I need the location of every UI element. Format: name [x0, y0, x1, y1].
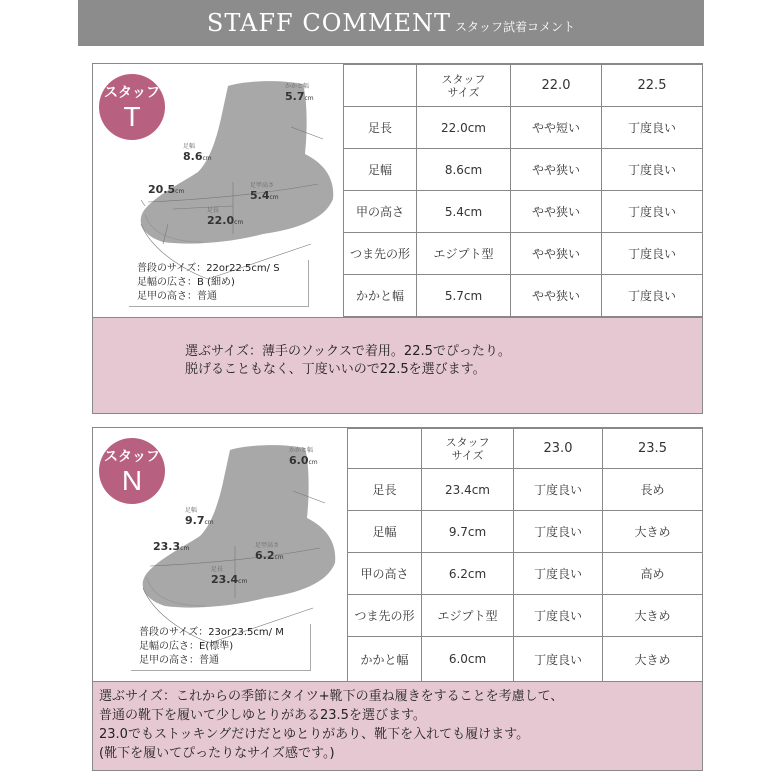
- fit-b: 丁度良い: [602, 107, 703, 149]
- staff-value: 5.7cm: [417, 275, 511, 317]
- ball-unit: cm: [175, 188, 185, 195]
- header-size-b: 23.5: [603, 429, 703, 469]
- length-measure: [211, 564, 247, 586]
- staff-value: 6.0cm: [422, 637, 514, 682]
- fit-b: 高め: [603, 553, 703, 595]
- comment-line: (靴下を履いてぴったりなサイズ感です。): [99, 746, 335, 761]
- staff-value: 5.4cm: [417, 191, 511, 233]
- comment-line: 脱げることもなく、丁度いいので22.5を選びます。: [185, 362, 486, 377]
- staff-value: 9.7cm: [422, 511, 514, 553]
- length-unit: cm: [238, 578, 248, 585]
- row-label: 足幅: [348, 511, 422, 553]
- staff-n-comment: [93, 681, 702, 770]
- staff-value: 6.2cm: [422, 553, 514, 595]
- ball-value: 23.3: [153, 540, 181, 553]
- table-row: [344, 107, 703, 149]
- badge-label: スタッフ: [104, 85, 160, 101]
- width-value: 9.7: [185, 514, 205, 527]
- heel-value: 5.7: [285, 90, 305, 103]
- table-row: [348, 637, 703, 682]
- row-label: 足幅: [344, 149, 417, 191]
- staff-t-size-table: [343, 64, 703, 317]
- header-size-a: 22.0: [511, 65, 602, 107]
- fit-b: 丁度良い: [602, 233, 703, 275]
- staff-value: エジプト型: [417, 233, 511, 275]
- staff-value: 23.4cm: [422, 469, 514, 511]
- length-value: 22.0: [207, 214, 235, 227]
- staff-profile: [131, 624, 311, 671]
- staff-t-badge: [99, 74, 165, 140]
- badge-letter: N: [121, 465, 143, 496]
- staff-n-badge: [99, 438, 165, 504]
- fit-b: 大きめ: [603, 637, 703, 682]
- fit-b: 大きめ: [603, 595, 703, 637]
- header-staff-size: スタッフ サイズ: [422, 429, 514, 469]
- staff-t-panel: [92, 63, 703, 414]
- fit-a: 丁度良い: [514, 469, 603, 511]
- fit-a: 丁度良い: [514, 595, 603, 637]
- length-label: 足長: [211, 566, 224, 573]
- staff-t-comment: [93, 317, 702, 413]
- fit-b: 長め: [603, 469, 703, 511]
- header-size-a: 23.0: [514, 429, 603, 469]
- fit-a: 丁度良い: [514, 553, 603, 595]
- table-row: [344, 275, 703, 317]
- instep-label: 足甲高さ: [250, 182, 275, 189]
- header-size-b: 22.5: [602, 65, 703, 107]
- table-header-row: [344, 65, 703, 107]
- table-row: [348, 553, 703, 595]
- profile-usual-size: 普段のサイズ：22or22.5cm/ S: [137, 263, 280, 274]
- instep-measure: [255, 540, 284, 562]
- staff-n-size-table: [347, 428, 703, 682]
- fit-a: 丁度良い: [514, 511, 603, 553]
- table-row: [348, 469, 703, 511]
- staff-value: 22.0cm: [417, 107, 511, 149]
- ball-measure: [153, 540, 189, 553]
- fit-b: 丁度良い: [602, 275, 703, 317]
- comment-line: 選ぶサイズ：これからの季節にタイツ+靴下の重ね履きをすることを考慮して、: [99, 689, 564, 704]
- instep-measure: [250, 180, 279, 202]
- ball-value: 20.5: [148, 183, 176, 196]
- fit-a: やや狭い: [511, 275, 602, 317]
- row-label: つま先の形: [344, 233, 417, 275]
- width-measure: [185, 505, 214, 527]
- profile-foot-width: 足幅の広さ：E(標準): [139, 641, 234, 652]
- fit-a: やや狭い: [511, 191, 602, 233]
- instep-unit: cm: [269, 194, 279, 201]
- heel-unit: cm: [308, 459, 318, 466]
- profile-instep-height: 足甲の高さ：普通: [139, 655, 219, 666]
- table-row: [348, 595, 703, 637]
- heel-measure: [289, 445, 318, 467]
- row-label: かかと幅: [348, 637, 422, 682]
- instep-unit: cm: [274, 554, 284, 561]
- heel-measure: [285, 81, 314, 103]
- heel-label: かかと幅: [285, 83, 310, 90]
- instep-value: 6.2: [255, 549, 275, 562]
- fit-b: 丁度良い: [602, 149, 703, 191]
- row-label: 甲の高さ: [348, 553, 422, 595]
- length-unit: cm: [234, 219, 244, 226]
- foot-illustration: [93, 64, 344, 317]
- staff-profile: [129, 260, 309, 307]
- profile-foot-width: 足幅の広さ：B (細め): [137, 277, 235, 288]
- badge-letter: T: [123, 101, 141, 132]
- row-label: かかと幅: [344, 275, 417, 317]
- length-measure: [207, 205, 243, 227]
- heel-unit: cm: [304, 95, 314, 102]
- comment-line: 23.0でもストッキングだけだとゆとりがあり、靴下を入れても履けます。: [99, 727, 530, 742]
- ball-measure: [148, 183, 184, 196]
- table-row: [344, 191, 703, 233]
- heel-value: 6.0: [289, 454, 309, 467]
- heel-label: かかと幅: [289, 447, 314, 454]
- instep-value: 5.4: [250, 189, 270, 202]
- staff-value: 8.6cm: [417, 149, 511, 191]
- table-row: [344, 233, 703, 275]
- profile-usual-size: 普段のサイズ：23or23.5cm/ M: [139, 627, 284, 638]
- profile-instep-height: 足甲の高さ：普通: [137, 291, 217, 302]
- width-value: 8.6: [183, 150, 203, 163]
- instep-label: 足甲高さ: [255, 542, 280, 549]
- length-label: 足長: [207, 207, 220, 214]
- width-unit: cm: [204, 519, 214, 526]
- table-row: [344, 149, 703, 191]
- fit-a: やや短い: [511, 107, 602, 149]
- fit-a: 丁度良い: [514, 637, 603, 682]
- row-label: 甲の高さ: [344, 191, 417, 233]
- foot-illustration: [93, 428, 348, 681]
- header-staff-size: スタッフ サイズ: [417, 65, 511, 107]
- badge-label: スタッフ: [104, 449, 160, 465]
- staff-n-panel: [92, 427, 703, 771]
- width-label: 足幅: [183, 143, 196, 150]
- row-label: 足長: [348, 469, 422, 511]
- header-title-ja: スタッフ試着コメント: [455, 19, 576, 34]
- header-title-en: STAFF COMMENT: [206, 9, 452, 37]
- table-corner: [348, 429, 422, 469]
- width-unit: cm: [202, 155, 212, 162]
- table-corner: [344, 65, 417, 107]
- fit-b: 丁度良い: [602, 191, 703, 233]
- width-measure: [183, 141, 212, 163]
- fit-a: やや狭い: [511, 233, 602, 275]
- row-label: 足長: [344, 107, 417, 149]
- comment-line: 選ぶサイズ：薄手のソックスで着用。22.5でぴったり。: [185, 344, 511, 359]
- table-header-row: [348, 429, 703, 469]
- ball-unit: cm: [180, 545, 190, 552]
- staff-value: エジプト型: [422, 595, 514, 637]
- row-label: つま先の形: [348, 595, 422, 637]
- fit-b: 大きめ: [603, 511, 703, 553]
- comment-line: 普通の靴下を履いて少しゆとりがある23.5を選びます。: [99, 708, 426, 723]
- length-value: 23.4: [211, 573, 239, 586]
- table-row: [348, 511, 703, 553]
- section-header: [78, 0, 704, 46]
- width-label: 足幅: [185, 507, 198, 514]
- fit-a: やや狭い: [511, 149, 602, 191]
